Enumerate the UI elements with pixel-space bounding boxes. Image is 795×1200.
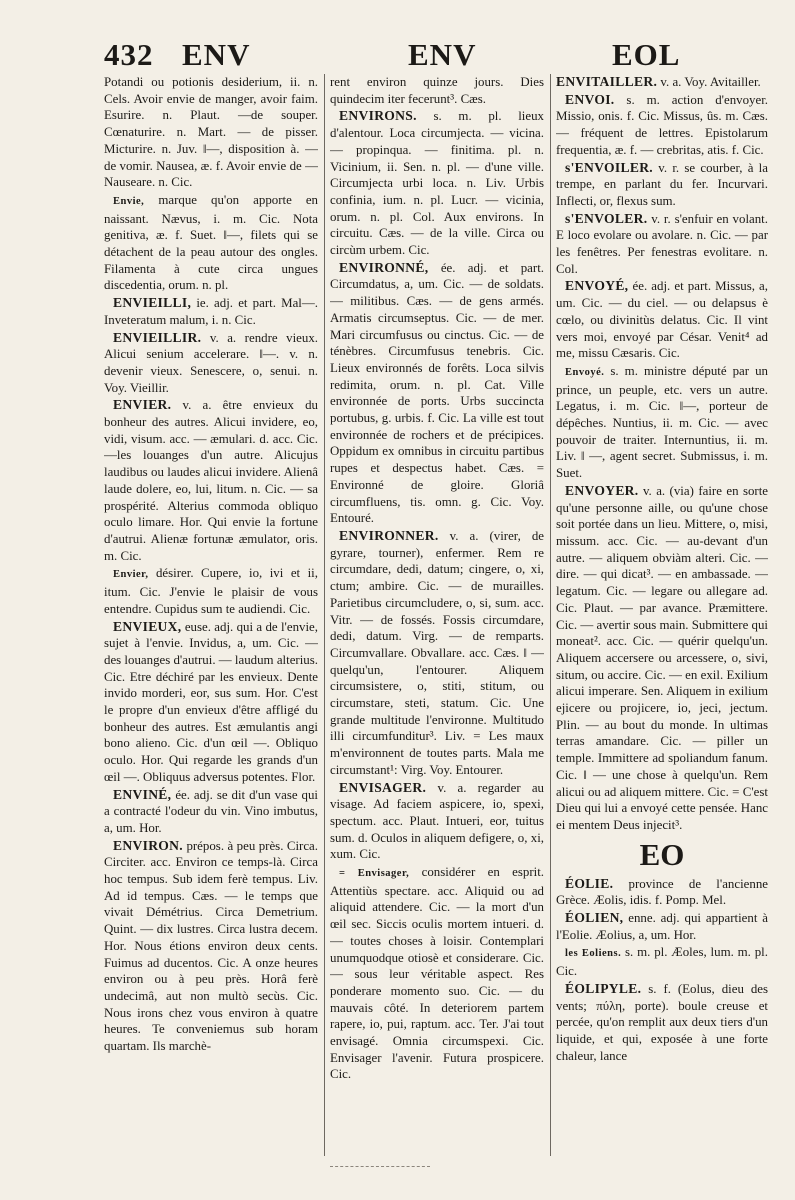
entry-definition: ée. adj. et part. Missus, a, um. Cic. — du ciel. — ou delapsus è cœlo, ou divinitùs delatus. Cic. Il vint vers moi, envoyé par César. Venit⁴ ad me, missu Cæsaris. Cic. [556, 279, 768, 361]
entry-definition: province de l'ancienne Grèce. Æolis, idis. f. Pomp. Mel. [556, 876, 768, 908]
entry-definition: v. a. être envieux du bonheur des autres. Alicui invidere, eo, vidi, visum. acc. — æmulari. d. acc. Cic. —les louanges d'un autre. Alicujus laudibus ou laudes alicui invidere. Alienâ laude dolere, eo, lui, litum. n. Cic. — sa prospérité. Alterius commoda obliquo oculo limare. Hor. Qui envie la fortune d'autrui. Alienæ fortunæ æmulator, oris. m. Cic. [104, 398, 318, 563]
entry-definition: marque qu'on apporte en naissant. Nævus, i. m. Cic. Nota genitiva, æ. f. Suet. ‖—, filets qui se détachent de la peau autour des ongles. Filamenta à cute circa ungues discedentia, orum. n. pl. [104, 192, 318, 293]
dictionary-entry [556, 92, 768, 159]
headword: s'ENVOLER. [565, 210, 648, 226]
headword: ÉOLIE. [565, 875, 614, 891]
headword: ENVISAGER. [339, 779, 427, 795]
sub-headword: Envier, [113, 569, 149, 581]
headword: ENVOYÉ, [565, 278, 629, 294]
sub-headword: les Eoliens. [565, 948, 622, 960]
headword: ENVOI. [565, 91, 615, 107]
sub-headword: Envoyé. [565, 366, 605, 378]
guide-word-left: ENV [182, 37, 251, 72]
dictionary-entry [104, 74, 318, 191]
section-letter-heading: EO [639, 836, 685, 872]
entry-definition: s. m. ministre député par un prince, un peuple, etc. vers un autre. Legatus, i. m. Cic. ‖—, porteur de dépêches. Nuntius, ii. m. Cic. — avec pouvoir de traiter. Internuntius, ii. m. Liv. ‖ —, agent secret. Submissus, i. m. Suet. [556, 363, 768, 481]
entry-definition: désirer. Cupere, io, ivi et ii, itum. Cic. J'envie le plaisir de vous entendre. Cupidus sum te audiendi. Cic. [104, 566, 318, 616]
dictionary-entry [556, 876, 768, 909]
dictionary-entry [556, 910, 768, 943]
entry-definition: rent environ quinze jours. Dies quindecim iter fecerunt³. Cæs. [330, 75, 544, 106]
dictionary-entry [556, 483, 768, 834]
headword: ENVIRONNÉ, [339, 259, 429, 275]
dictionary-entry [330, 864, 544, 1083]
dictionary-entry [556, 278, 768, 362]
headword: ENVIEILLIR. [113, 329, 202, 345]
headword: s'ENVOILER. [565, 159, 654, 175]
entry-definition: euse. adj. qui a de l'envie, sujet à l'envie. Invidus, a, um. Cic. — des louanges d'autrui. — laudum alterius. Cic. Etre déchiré par les envieux. Dente invido morderi, eor, sus sum. Hor. C'est le propre d'un envieux d'être affligé du bonheur des autres. Est æmulantis angi bono alieno. Cic. d'un œil —. Obliquo oculo. Hor. Qui regarde les grands d'un œil —. Obliquus adversus potentes. Flor. [104, 619, 318, 784]
footer-mark [330, 1166, 430, 1171]
dictionary-entry [330, 260, 544, 527]
dictionary-entry [104, 619, 318, 786]
entry-definition: Potandi ou potionis desiderium, ii. n. Cels. Avoir envie de manger, avoir faim. Esurire. n. Plaut. —de souper. Cœnaturire. n. Mart. — de pisser. Micturire. n. Juv. ‖—, disposition à. — de vomir. Nausea, æ. f. Avoir envie de — Nauseare. n. Cic. [104, 75, 318, 190]
entry-definition: v. a. (via) faire en sorte qu'une personne aille, ou qu'une chose soit portée dans un lieu. Mittere, o, misi, missum. acc. Cic. — au-devant d'un autre. — aliquem obviàm alteri. Cic. — dire. — qui dicat³. — en ambassade. — legatum. Cic. — legare ou allegare ad. Cic. Plaut. — par avance. Præmittere. Cic. — avertir sous main. Submittere qui moneat². acc. Cic. — quérir quelqu'un. Aliquem accersere ou arcessere, o, sivi, situm, ou accire. Cic. — en exil. Exilium alicui imperare. Sen. Aliquem in exilium ejicere ou projicere, io, jeci, jectum. Plin. — au bout du monde. In ultimas terras amandare. Cic. — piller un temple. Immittere ad spoliandum fanum. Cic. ‖ — une chose à quelqu'un. Rem alicui ou ad aliquem mittere. Cic. = C'est Dieu qui lui a envoyé cette pensée. Hanc ei mentem Deus injecit³. [556, 483, 768, 832]
sub-headword: = Envisager, [339, 868, 410, 880]
entry-definition: v. r. se courber, à la trempe, en parlant du fer. Incurvari. Inflecti, or, flexus sum. [556, 160, 768, 208]
dictionary-entry [104, 397, 318, 564]
dictionary-entry [104, 838, 318, 1055]
headword: ÉOLIEN, [565, 910, 624, 926]
entry-definition: ée. adj. et part. Circumdatus, a, um. Cic. — de soldats. — militibus. Cæs. — de gens armés. Armatis circumseptus. Cic. — de mer. Mari circumfusus ou cinctus. Cic. — de ténèbres. Circumfusus tenebris. Cic. Lieux environnés de forêts. Loca silvis redimita, orum. n. pl. Cat. Ville environnée de ports. Urbs succincta portubus, g. urbis. f. Cic. La ville est tout environnée de rochers et de précipices. Oppidum ex omnibus in circuitu partibus rupes et despectus habet. Cæs. = Environné de gloire. Gloriâ circumfluens, tis. omn. g. Cic. Voy. Entouré. [330, 260, 544, 526]
entry-definition: s. m. pl. lieux d'alentour. Loca circumjecta. — vicina. — propinqua. — finitima. pl. n. Vicinium, ii. Sen. n. pl. — d'une ville. Circumjecta urbi loca. n. Liv. Urbis confinia, ium. n. pl. Lucr. — vicinia, orum. n. pl. Col. Aux environs. In circuitu. Cæs. — de la ville. Circa ou circùm urbem. Cic. [330, 109, 544, 258]
entry-definition: v. a. Voy. Avitailler. [657, 75, 761, 89]
headword: ENVIEUX, [113, 618, 182, 634]
entry-definition: v. a. regarder au visage. Ad faciem aspicere, io, spexi, spectum. acc. Plaut. Intueri, eor, tuitus sum. d. Oculos in aliquem defigere, o, xi, xum. Cic. [330, 780, 544, 862]
dictionary-entry [330, 780, 544, 864]
guide-word-center: ENV [408, 37, 477, 72]
column-left [104, 74, 318, 1156]
dictionary-entry [556, 944, 768, 979]
entry-definition: ie. adj. et part. Mal—. Inveteratum malum, i. n. Cic. [104, 296, 318, 327]
dictionary-entry [556, 363, 768, 482]
headword: ENVIRONNER. [339, 527, 439, 543]
entry-definition: considérer en esprit. Attentiùs spectare. acc. Aliquid ou ad aliquid attendere. Cic. — la mort d'un œil sec. Siccis oculis mortem intueri. d. — toutes choses à loisir. Contemplari unumquodque otiosè et considerare. Cic. — sous leur véritable aspect. Res ponderare momento suo. Cic. — du mauvais côté. In deteriorem partem rapere, io, pui, raptum. acc. Ter. J'ai tout envisagé. Omnia circumspexi. Cic. Envisager l'avenir. Futura prospicere. Cic. [330, 865, 544, 1082]
column-rule [324, 74, 325, 1156]
entry-definition: s. m. action d'envoyer. Missio, onis. f. Cic. Missus, ûs. m. Cæs. — fréquent de lettres. Epistolarum frequentia, æ. f. — crebritas, atis. f. Cic. [556, 92, 768, 157]
dictionary-entry [556, 981, 768, 1065]
dictionary-entry [556, 160, 768, 210]
headword: ENVIRON. [113, 837, 183, 853]
sub-headword: Envie, [113, 195, 145, 207]
dictionary-entry [104, 565, 318, 617]
dictionary-entry [104, 192, 318, 294]
entry-definition: s. m. pl. Æoles, lum. m. pl. Cic. [556, 945, 768, 979]
entry-definition: s. f. (Eolus, dieu des vents; πύλη, porte). boule creuse et percée, qu'on remplit aux deux tiers d'un liquide, et qui, exposée à une forte chaleur, lance [556, 981, 768, 1063]
headword: ÉOLIPYLE. [565, 980, 642, 996]
column-center [330, 74, 544, 1156]
entry-definition: ée. adj. se dit d'un vase qui a contracté l'odeur du vin. Vino imbutus, a, um. Hor. [104, 787, 318, 835]
dictionary-entry [330, 108, 544, 258]
column-right [556, 74, 768, 1156]
dictionary-entry [104, 787, 318, 837]
headword: ENVITAILLER. [556, 74, 658, 89]
entry-definition: v. a. (virer, de gyrare, tourner), enfermer. Rem re circumdare, dedi, datum; cingere, o, xi, ctum; ambire. Cic. — de murailles. Parietibus circumcludere, o, si, sum. acc. Vitr. — de fossés. Fossis circumdare, dedi, datum. Virg. — de remparts. Circumvallare. Obvallare. acc. Cæs. ‖ — quelqu'un, l'entourer. Aliquem circumsistere, o, stiti, stitum, ou circumstare, steti, statum. Cic. Une grande multitude l'environne. Multitudo illi circumfunditur³. Liv. = Les maux m'environnent de toutes parts. Mala me circumstant¹: Virg. Voy. Entourer. [330, 528, 544, 777]
headword: ENVIER. [113, 397, 172, 413]
guide-word-right: EOL [612, 37, 681, 72]
dictionary-entry [330, 528, 544, 779]
dictionary-entry [556, 74, 768, 91]
dictionary-entry [556, 211, 768, 278]
entry-definition: v. a. rendre vieux. Alicui senium accelerare. ‖—. v. n. devenir vieux. Senescere, o, senui. n. Voy. Vieillir. [104, 330, 318, 395]
column-rule [550, 74, 551, 1156]
dictionary-entry [330, 74, 544, 107]
headword: ENVIRONS. [339, 108, 417, 124]
page-number: 432 [104, 37, 154, 72]
headword: ENVOYER. [565, 482, 639, 498]
dictionary-entry [104, 295, 318, 328]
entry-definition: enne. adj. qui appartient à l'Eolie. Æolius, a, um. Hor. [556, 911, 768, 942]
headword: ENVIEILLI, [113, 295, 192, 311]
entry-definition: v. r. s'enfuir en volant. E loco evolare ou avolare. n. Cic. — par les fenêtres. Per fenestras evolitare. n. Col. [556, 211, 768, 276]
running-header [0, 38, 795, 78]
dictionary-entry [104, 330, 318, 397]
headword: ENVINÉ, [113, 786, 172, 802]
entry-definition: prépos. à peu près. Circa. Circiter. acc. Environ ce temps-là. Circa hoc tempus. Sub idem ferè tempus. Liv. Ad id tempus. Cæs. — le temps que vivait Démétrius. Circa Demetrium. Quint. — dix lustres. Circa lustra decem. Hor. Nous étions environ deux cents. Fuimus ad ducentos. Cic. A onze heures environ ou à peu près. Horâ ferè undecimâ, aut non multò secùs. Cic. Nous irons chez vous environ à quatre heures. Te conveniemus sub horam quartam. Ils marchè- [104, 838, 318, 1054]
